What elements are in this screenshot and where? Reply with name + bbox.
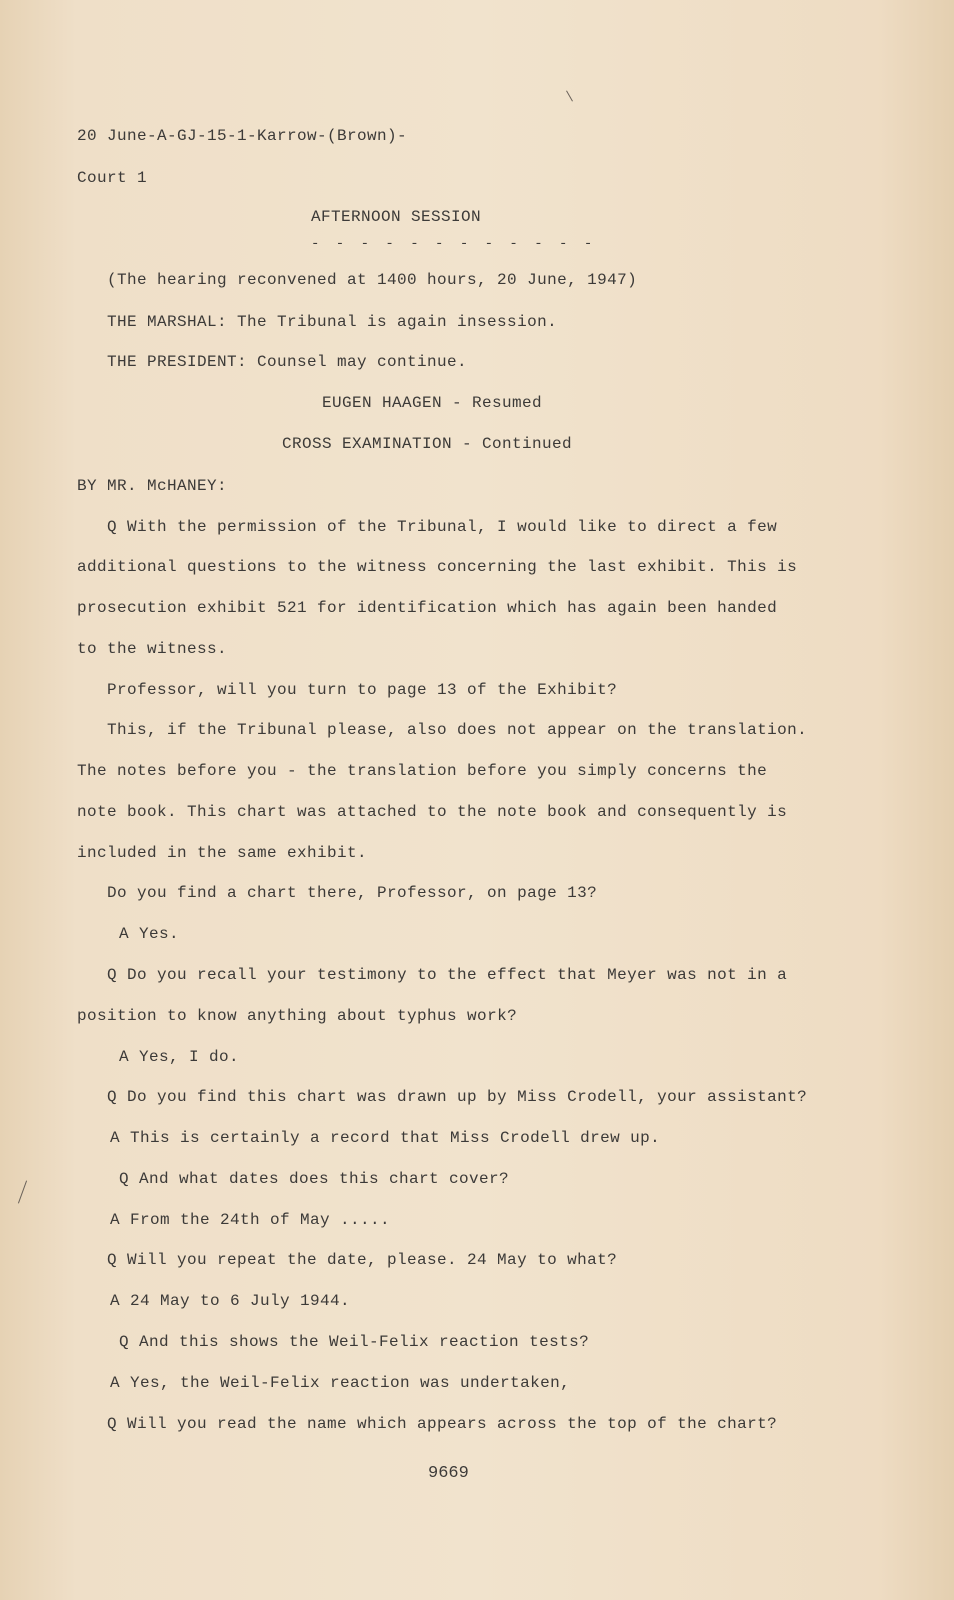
- examination-heading: CROSS EXAMINATION - Continued: [282, 435, 573, 453]
- session-underline: - - - - - - - - - - - -: [311, 236, 597, 252]
- transcript-line: A Yes, I do.: [119, 1048, 240, 1066]
- transcript-line: A From the 24th of May .....: [110, 1211, 391, 1229]
- page-number: 9669: [428, 1464, 469, 1483]
- transcript-line: This, if the Tribunal please, also does not appear on the translation.: [107, 721, 808, 739]
- stray-mark: [566, 91, 573, 102]
- court-label: Court 1: [77, 169, 148, 187]
- transcript-line: Q And this shows the Weil-Felix reaction tests?: [119, 1333, 590, 1351]
- transcript-line: A 24 May to 6 July 1944.: [110, 1292, 351, 1310]
- transcript-line: THE MARSHAL: The Tribunal is again insession.: [107, 313, 558, 331]
- transcript-line: included in the same exhibit.: [77, 844, 368, 862]
- transcript-line: A This is certainly a record that Miss Crodell drew up.: [110, 1129, 661, 1147]
- document-reference: 20 June-A-GJ-15-1-Karrow-(Brown)-: [77, 127, 408, 145]
- transcript-line: Do you find a chart there, Professor, on page 13?: [107, 884, 598, 902]
- examiner-label: BY MR. McHANEY:: [77, 477, 228, 495]
- transcript-line: Q Do you find this chart was drawn up by Miss Crodell, your assistant?: [107, 1088, 808, 1106]
- transcript-line: Q Will you read the name which appears across the top of the chart?: [107, 1415, 778, 1433]
- margin-mark: [18, 1181, 27, 1204]
- transcript-line: (The hearing reconvened at 1400 hours, 20 June, 1947): [107, 271, 638, 289]
- transcript-line: A Yes.: [119, 925, 180, 943]
- transcript-line: THE PRESIDENT: Counsel may continue.: [107, 353, 468, 371]
- transcript-line: Professor, will you turn to page 13 of the Exhibit?: [107, 681, 618, 699]
- transcript-line: to the witness.: [77, 640, 228, 658]
- transcript-line: Q With the permission of the Tribunal, I would like to direct a few: [107, 518, 778, 536]
- session-title: AFTERNOON SESSION: [311, 208, 482, 226]
- transcript-line: Q Do you recall your testimony to the effect that Meyer was not in a: [107, 966, 788, 984]
- transcript-line: The notes before you - the translation before you simply concerns the: [77, 762, 768, 780]
- transcript-line: position to know anything about typhus work?: [77, 1007, 518, 1025]
- witness-heading: EUGEN HAAGEN - Resumed: [322, 394, 543, 412]
- transcript-line: additional questions to the witness concerning the last exhibit. This is: [77, 558, 798, 576]
- transcript-line: note book. This chart was attached to the note book and consequently is: [77, 803, 788, 821]
- transcript-line: Q Will you repeat the date, please. 24 May to what?: [107, 1251, 618, 1269]
- transcript-line: A Yes, the Weil-Felix reaction was undertaken,: [110, 1374, 571, 1392]
- transcript-line: prosecution exhibit 521 for identification which has again been handed: [77, 599, 778, 617]
- transcript-line: Q And what dates does this chart cover?: [119, 1170, 510, 1188]
